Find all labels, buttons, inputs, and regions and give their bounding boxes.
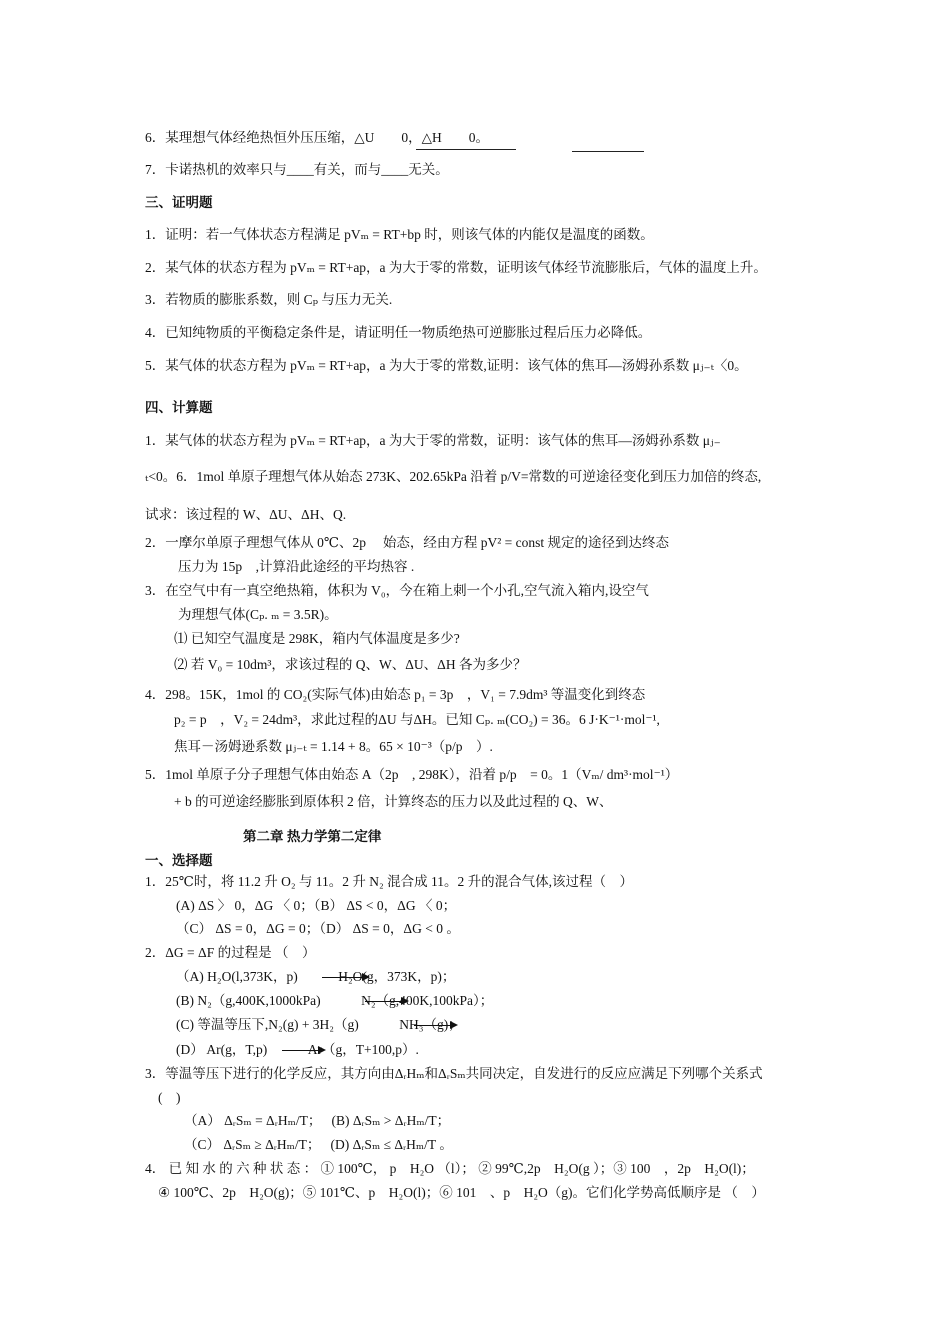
choice-1-stem: 1．25℃时，将 11.2 升 O₂ 与 11。2 升 N₂ 混合成 11。2 升的混合气体,该过程（ ） <box>145 874 634 889</box>
proof-4: 4．已知纯物质的平衡稳定条件是，请证明任一物质绝热可逆膨胀过程后压力必降低。 <box>145 325 652 340</box>
answer-blank-underline <box>416 149 516 150</box>
choice-1-options-cd: （C） ΔS = 0，ΔG = 0；（D） ΔS = 0，ΔG < 0 。 <box>176 921 460 936</box>
proof-3: 3．若物质的膨胀系数，则 Cₚ 与压力无关. <box>145 292 393 307</box>
chapter-title: 第二章 热力学第二定律 <box>243 829 382 844</box>
calc-4-line-2: p₂ = p ，V₂ = 24dm³，求此过程的ΔU 与ΔH。已知 Cₚ. ₘ(CO₂) = 36。6 J·K⁻¹·mol⁻¹, <box>174 712 660 727</box>
choice-4-line-1: 4． 已 知 水 的 六 种 状 态 ： ① 100℃， p H₂O （l）； ② 99℃,2p H₂O(g ）；③ 100 ，2p H₂O(l)； <box>145 1161 755 1176</box>
calc-3-line-1: 3．在空气中有一真空绝热箱，体积为 V₀，今在箱上刺一个小孔,空气流入箱内,设空气 <box>145 583 649 598</box>
calc-4-line-3: 焦耳－汤姆逊系数 μⱼ₋ₜ = 1.14 + 8。65 × 10⁻³（p/p ）. <box>174 739 493 754</box>
choice-1-options-ab: (A) ΔS 〉 0，ΔG 〈 0；（B） ΔS < 0，ΔG 〈 0； <box>176 898 457 913</box>
calc-1-line-1: 1．某气体的状态方程为 pVₘ = RT+ap，a 为大于零的常数，证明：该气体的焦耳—汤姆孙系数 μⱼ₋ <box>145 433 721 448</box>
choice-2-option-d: (D） Ar(g，T,p) Ar（g，T+100,p）. <box>176 1042 419 1057</box>
choice-3-paren: ( ) <box>158 1090 181 1105</box>
calc-2-line-1: 2．一摩尔单原子理想气体从 0℃、2p 始态，经由方程 pV² = const 规定的途径到达终态 <box>145 535 670 550</box>
calc-3-line-2: 为理想气体(Cₚ. ₘ = 3.5R)。 <box>178 607 338 622</box>
calc-4-line-1: 4．298。15K，1mol 的 CO₂(实际气体)由始态 p₁ = 3p ，V₁ = 7.9dm³ 等温变化到终态 <box>145 687 646 702</box>
choice-2-stem: 2．ΔG = ΔF 的过程是 （ ） <box>145 945 316 960</box>
reaction-arrow-icon <box>414 1025 456 1026</box>
calc-3-sub-1: ⑴ 已知空气温度是 298K，箱内气体温度是多少? <box>174 631 460 646</box>
q6-adiabatic-line: 6．某理想气体经绝热恒外压压缩，△U 0，△H 0。 <box>145 130 490 145</box>
choice-3-options-ab: （A） ΔᵣSₘ = ΔᵣHₘ/T； (B) ΔᵣSₘ > ΔᵣHₘ/T； <box>184 1113 451 1128</box>
choice-3-options-cd: （C） ΔᵣSₘ ≥ ΔᵣHₘ/T； (D) ΔᵣSₘ ≤ ΔᵣHₘ/T 。 <box>184 1137 453 1152</box>
calc-1-line-3: 试求：该过程的 W、ΔU、ΔH、Q. <box>145 507 347 522</box>
reaction-arrow-icon <box>365 1001 407 1002</box>
reaction-arrow-icon <box>282 1050 324 1051</box>
section-heading-choice: 一、选择题 <box>145 853 213 868</box>
choice-2-option-b: (B) N₂（g,400K,1000kPa) N₂（g,400K,100kPa）； <box>176 993 494 1008</box>
calc-5-line-1: 5．1mol 单原子分子理想气体由始态 A（2p , 298K），沿着 p/p = 0。1（Vₘ/ dm³·mol⁻¹） <box>145 767 679 782</box>
choice-2-option-c: (C) 等温等压下,N₂(g) + 3H₂（g) NH₃（g)； <box>176 1017 462 1032</box>
proof-2: 2．某气体的状态方程为 pVₘ = RT+ap，a 为大于零的常数，证明该气体经节流膨胀后，气体的温度上升。 <box>145 260 767 275</box>
calc-3-sub-2: ⑵ 若 V₀ = 10dm³，求该过程的 Q、W、ΔU、ΔH 各为多少？ <box>174 657 527 672</box>
q7-carnot-line: 7．卡诺热机的效率只与____有关，而与____无关。 <box>145 162 449 177</box>
answer-blank-underline <box>572 151 644 152</box>
proof-5: 5．某气体的状态方程为 pVₘ = RT+ap，a 为大于零的常数,证明：该气体的焦耳—汤姆孙系数 μⱼ₋ₜ〈0。 <box>145 358 748 373</box>
proof-1: 1．证明：若一气体状态方程满足 pVₘ = RT+bp 时，则该气体的内能仅是温度的函数。 <box>145 227 654 242</box>
section-heading-proofs: 三、证明题 <box>145 195 213 210</box>
calc-2-line-2: 压力为 15p ,计算沿此途经的平均热容 . <box>178 559 415 574</box>
calc-5-line-2: + b 的可逆途经膨胀到原体积 2 倍，计算终态的压力以及此过程的 Q、W、 <box>174 794 613 809</box>
section-heading-calculations: 四、计算题 <box>145 400 213 415</box>
calc-1-line-2: ₜ<0。6．1mol 单原子理想气体从始态 273K、202.65kPa 沿着 p/V=常数的可逆途径变化到压力加倍的终态, <box>145 469 762 484</box>
choice-3-stem: 3．等温等压下进行的化学反应，其方向由ΔᵣHₘ和ΔᵣSₘ共同决定，自发进行的反应应满足下列哪个关系式 <box>145 1066 763 1081</box>
reaction-arrow-icon <box>322 977 368 978</box>
choice-2-option-a: （A) H₂O(l,373K，p) H₂O(g，373K，p)； <box>176 969 456 984</box>
choice-4-line-2: ④ 100℃、2p H₂O(g)；⑤ 101℃、p H₂O(l)；⑥ 101 、p H₂O（g)。它们化学势高低顺序是 （ ） <box>158 1185 765 1200</box>
